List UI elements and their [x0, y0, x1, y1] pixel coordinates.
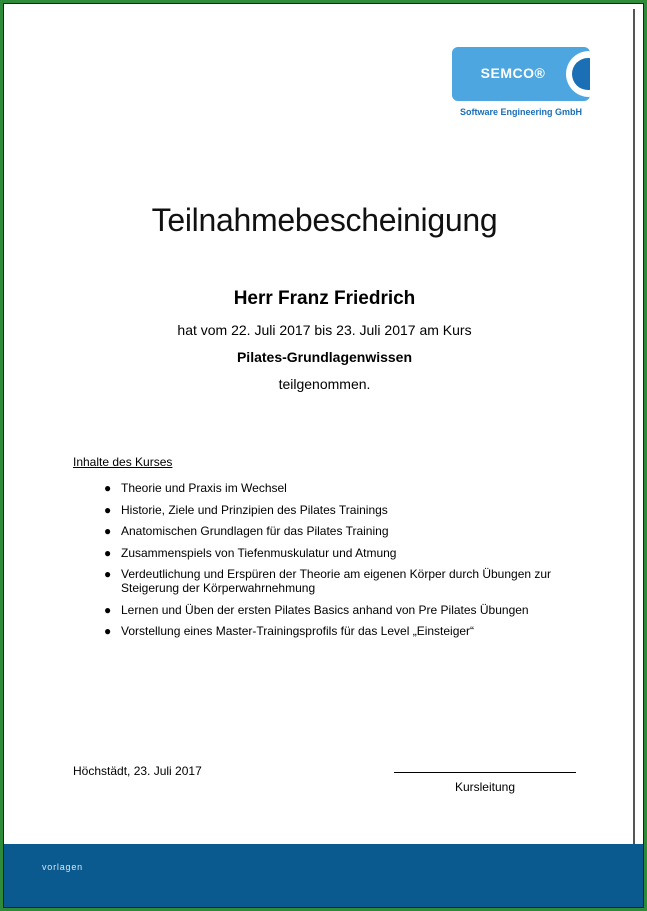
bullet-icon: ● [104, 481, 112, 495]
certificate-title: Teilnahmebescheinigung [151, 202, 498, 238]
list-item-text: Vorstellung eines Master-Trainingsprofils für das Level „Einsteiger“ [121, 624, 475, 638]
list-item [99, 524, 599, 538]
footer-text: vorlagen [42, 862, 83, 872]
contents-list [99, 481, 599, 646]
contents-heading: Inhalte des Kurses [73, 455, 173, 469]
certificate-page [3, 3, 644, 908]
list-item-text: Theorie und Praxis im Wechsel [121, 481, 287, 495]
list-item-text: Zusammenspiels von Tiefenmuskulatur und Atmung [121, 545, 397, 560]
bullet-icon: ● [104, 545, 112, 560]
bullet-icon: ● [104, 502, 112, 517]
list-item [99, 503, 599, 517]
semco-logo [450, 47, 592, 122]
period-text: hat vom 22. Juli 2017 bis 23. Juli 2017 am Kurs [177, 322, 472, 338]
bullet-icon: ● [104, 524, 112, 538]
logo-brand-text: SEMCO® [480, 65, 546, 81]
list-item [99, 624, 599, 638]
list-item [99, 567, 599, 595]
list-item [99, 481, 599, 495]
recipient-name: Herr Franz Friedrich [233, 288, 416, 309]
signature-label: Kursleitung [454, 780, 516, 794]
ending-text: teilgenommen. [278, 376, 371, 392]
list-item-text: Verdeutlichung und Erspüren der Theorie am eigenen Körper durch Übungen zur Steigerung der Körperwahrnehmung [121, 567, 552, 595]
footer-bar [4, 844, 643, 908]
place-and-date: Höchstädt, 23. Juli 2017 [73, 764, 202, 778]
signature-line [394, 772, 576, 773]
logo-badge [452, 47, 590, 101]
list-item [99, 603, 599, 617]
list-item-text: Historie, Ziele und Prinzipien des Pilates Trainings [121, 502, 388, 517]
bullet-icon: ● [104, 602, 112, 617]
list-item [99, 546, 599, 560]
list-item-text: Anatomischen Grundlagen für das Pilates Training [121, 524, 389, 538]
bullet-icon: ● [104, 567, 112, 581]
bullet-icon: ● [104, 624, 112, 638]
list-item-text: Lernen und Üben der ersten Pilates Basics anhand von Pre Pilates Übungen [121, 602, 529, 617]
course-name: Pilates-Grundlagenwissen [236, 349, 413, 365]
logo-subtitle: Software Engineering GmbH [459, 107, 582, 117]
